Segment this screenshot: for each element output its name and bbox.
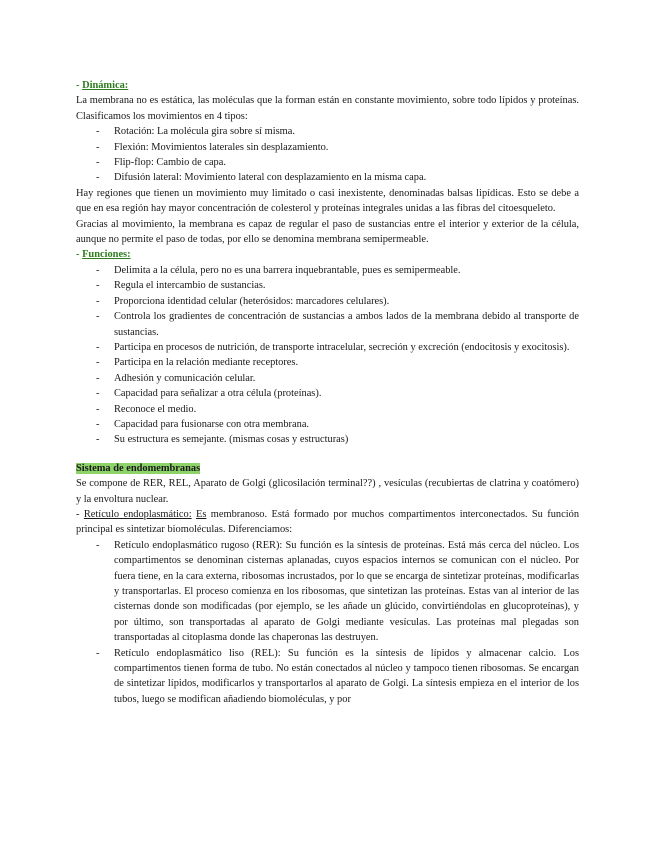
list-item: - Adhesión y comunicación celular. <box>96 372 256 384</box>
list-item: - Retículo endoplasmático rugoso (RER): Su función es la síntesis de proteínas. Está más cerca del núcleo. Los compartimentos se denominan cisternas aplanadas, cuyos espacios internos se comunican con el núcleo. Por fuera tiene, en la cara externa, ribosomas incrustados, por lo que se encarga de sintetizar proteínas, modificarlas y transportarlas. El proceso comienza en los ribosomas, que sintetizan las proteínas. Estas van al interior de las cisternas donde son modificadas (por ejemplo, se les añade un glúcido, convirtiéndolas en glucoproteínas), y por último, son transportadas al aparato de Golgi mediante vesículas. Las proteínas mal plegadas son transportadas al citoplasma donde las chaperonas las destruyen. <box>96 539 579 644</box>
list-item: - Reconoce el medio. <box>96 403 197 415</box>
list-item: - Retículo endoplasmático liso (REL): Su función es la síntesis de lípidos y almacenar calcio. Los compartimentos tienen forma de tubo. No están conectados al núcleo y tampoco tienen ribosomas. Se encargan de sintetizar lípidos, modificarlos y transportarlos al aparato de Golgi. La síntesis empieza en el interior de los tubos, luego se modifican añadiendo biomoléculas, y por <box>96 647 579 705</box>
list-item: - Controla los gradientes de concentración de sustancias a ambos lados de la membrana debido al transporte de sustancias. <box>96 311 579 338</box>
document-body <box>76 78 579 707</box>
list-item: - Capacidad para fusionarse con otra membrana. <box>96 418 310 430</box>
gracias-paragraph: Gracias al movimiento, la membrana es capaz de regular el paso de sustancias entre el interior y exterior de la célula, aunque no permite el paso de todas, por ello se denomina membrana semipermeable. <box>76 218 579 246</box>
endomembranas-intro: Se compone de RER, REL, Aparato de Golgi (glicosilación terminal??) , vesículas (recubiertas de clatrina y coatómero) y la envoltura nuclear. <box>76 478 579 505</box>
list-item: - Flip-flop: Cambio de capa. <box>96 157 226 169</box>
list-item: - Su estructura es semejante. (mismas cosas y estructuras) <box>96 434 349 446</box>
list-item: - Participa en procesos de nutrición, de transporte intracelular, secreción y excreción (endocitosis y exocitosis). <box>96 341 570 353</box>
list-item: - Delimita a la célula, pero no es una barrera inquebrantable, pues es semipermeable. <box>96 264 461 276</box>
reticulo-paragraph: - Retículo endoplasmático: Es membranoso. Está formado por muchos compartimentos interconectados. Su función principal es sintetizar biomoléculas. Diferenciamos: <box>76 508 580 536</box>
section-heading-endomembranas: Sistema de endomembranas <box>76 462 201 474</box>
list-item: - Flexión: Movimientos laterales sin desplazamiento. <box>96 141 329 153</box>
dinamica-intro: La membrana no es estática, las moléculas que la forman están en constante movimiento, sobre todo lípidos y proteínas. Clasificamos los movimientos en 4 tipos: <box>76 95 579 122</box>
section-heading-funciones: - Funciones: <box>76 249 131 261</box>
list-item: - Proporciona identidad celular (heterósidos: marcadores celulares). <box>96 295 390 307</box>
list-item: - Participa en la relación mediante receptores. <box>96 357 299 369</box>
section-heading-dinamica: - Dinámica: <box>76 80 129 91</box>
section-spacer <box>76 448 579 461</box>
list-item: - Regula el intercambio de sustancias. <box>96 280 266 292</box>
functions-list <box>76 263 579 448</box>
movement-list <box>76 124 579 186</box>
reticulo-list <box>76 538 579 707</box>
list-item: - Rotación: La molécula gira sobre sí misma. <box>96 126 295 138</box>
list-item: - Difusión lateral: Movimiento lateral con desplazamiento en la misma capa. <box>96 172 427 184</box>
list-item: - Capacidad para señalizar a otra célula (proteínas). <box>96 388 322 400</box>
balsas-paragraph: Hay regiones que tienen un movimiento muy limitado o casi inexistente, denominadas balsas lipídicas. Esto se debe a que en esa región hay mayor concentración de colesterol y proteínas integrales unidas a las fibras del citoesqueleto. <box>76 187 579 215</box>
